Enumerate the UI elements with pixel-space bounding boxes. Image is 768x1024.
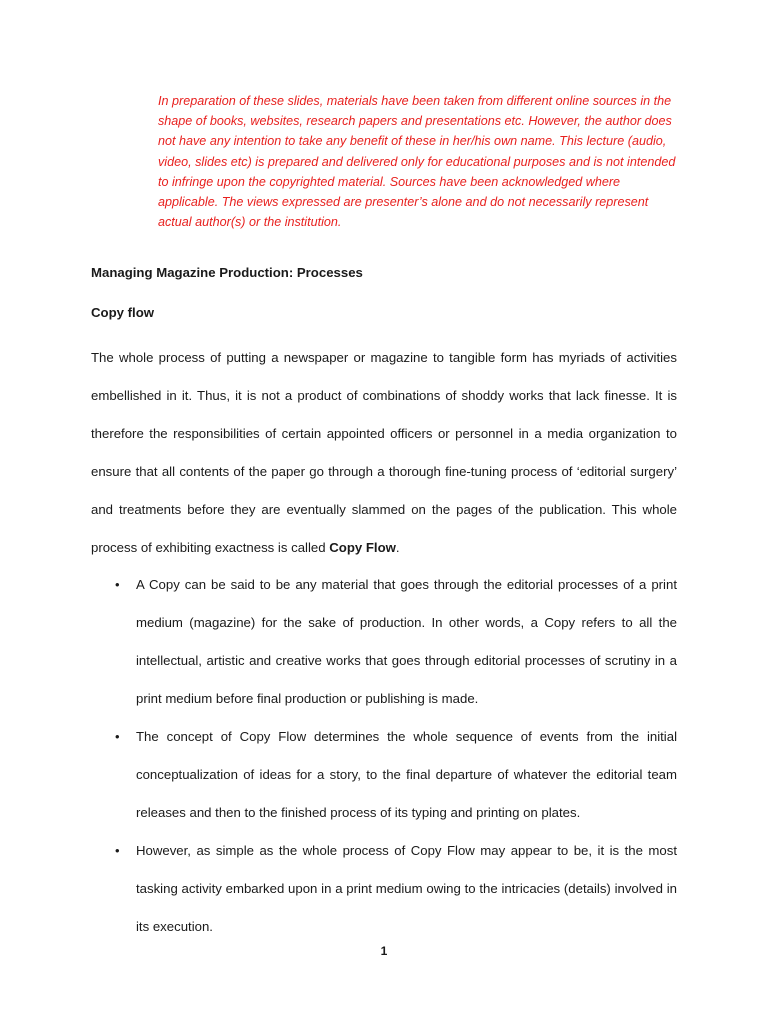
intro-paragraph (91, 339, 677, 567)
bullet-list (91, 566, 677, 946)
section-heading: Copy flow (91, 305, 155, 320)
paragraph-text: The whole process of putting a newspaper or magazine to tangible form has myriads of activities embellished in it. Thus, it is not a product of combinations of shoddy works that lack finesse. It is therefore the responsibilities of certain appointed officers or personnel in a media organization to ensure that all contents of the paper go through a thorough fine-tuning process of ‘editorial surgery’ and treatments before they are eventually slammed on the pages of the publication. This whole process of exhibiting exactness is called (91, 350, 677, 555)
list-item-text: The concept of Copy Flow determines the whole sequence of events from the initial conceptualization of ideas for a story, to the final departure of whatever the editorial team releases and then to the finished process of its typing and printing on plates. (136, 729, 677, 820)
disclaimer-note: In preparation of these slides, materials have been taken from different online sources in the shape of books, websites, research papers and presentations etc. However, the author does not have any intention to take any benefit of these in her/his own name. This lecture (audio, video, slides etc) is prepared and delivered only for educational purposes and is not intended to infringe upon the copyrighted material. Sources have been acknowledged where applicable. The views expressed are presenter’s alone and do not necessarily represent actual author(s) or the institution. (158, 94, 676, 230)
list-item (91, 832, 677, 946)
bullet-icon: • (115, 843, 120, 858)
list-item (91, 566, 677, 718)
page-number: 1 (380, 944, 388, 958)
list-item-text: A Copy can be said to be any material that goes through the editorial processes of a print medium (magazine) for the sake of production. In other words, a Copy refers to all the intellectual, artistic and creative works that goes through editorial processes of scrutiny in a print medium before final production or publishing is made. (136, 577, 677, 706)
document-title: Managing Magazine Production: Processes (91, 265, 363, 280)
bullet-icon: • (115, 577, 120, 592)
copy-flow-term: Copy Flow (329, 540, 396, 555)
list-item (91, 718, 677, 832)
list-item-text: However, as simple as the whole process of Copy Flow may appear to be, it is the most tasking activity embarked upon in a print medium owing to the intricacies (details) involved in its execution. (136, 843, 677, 934)
bullet-icon: • (115, 729, 120, 744)
paragraph-end: . (395, 540, 400, 555)
